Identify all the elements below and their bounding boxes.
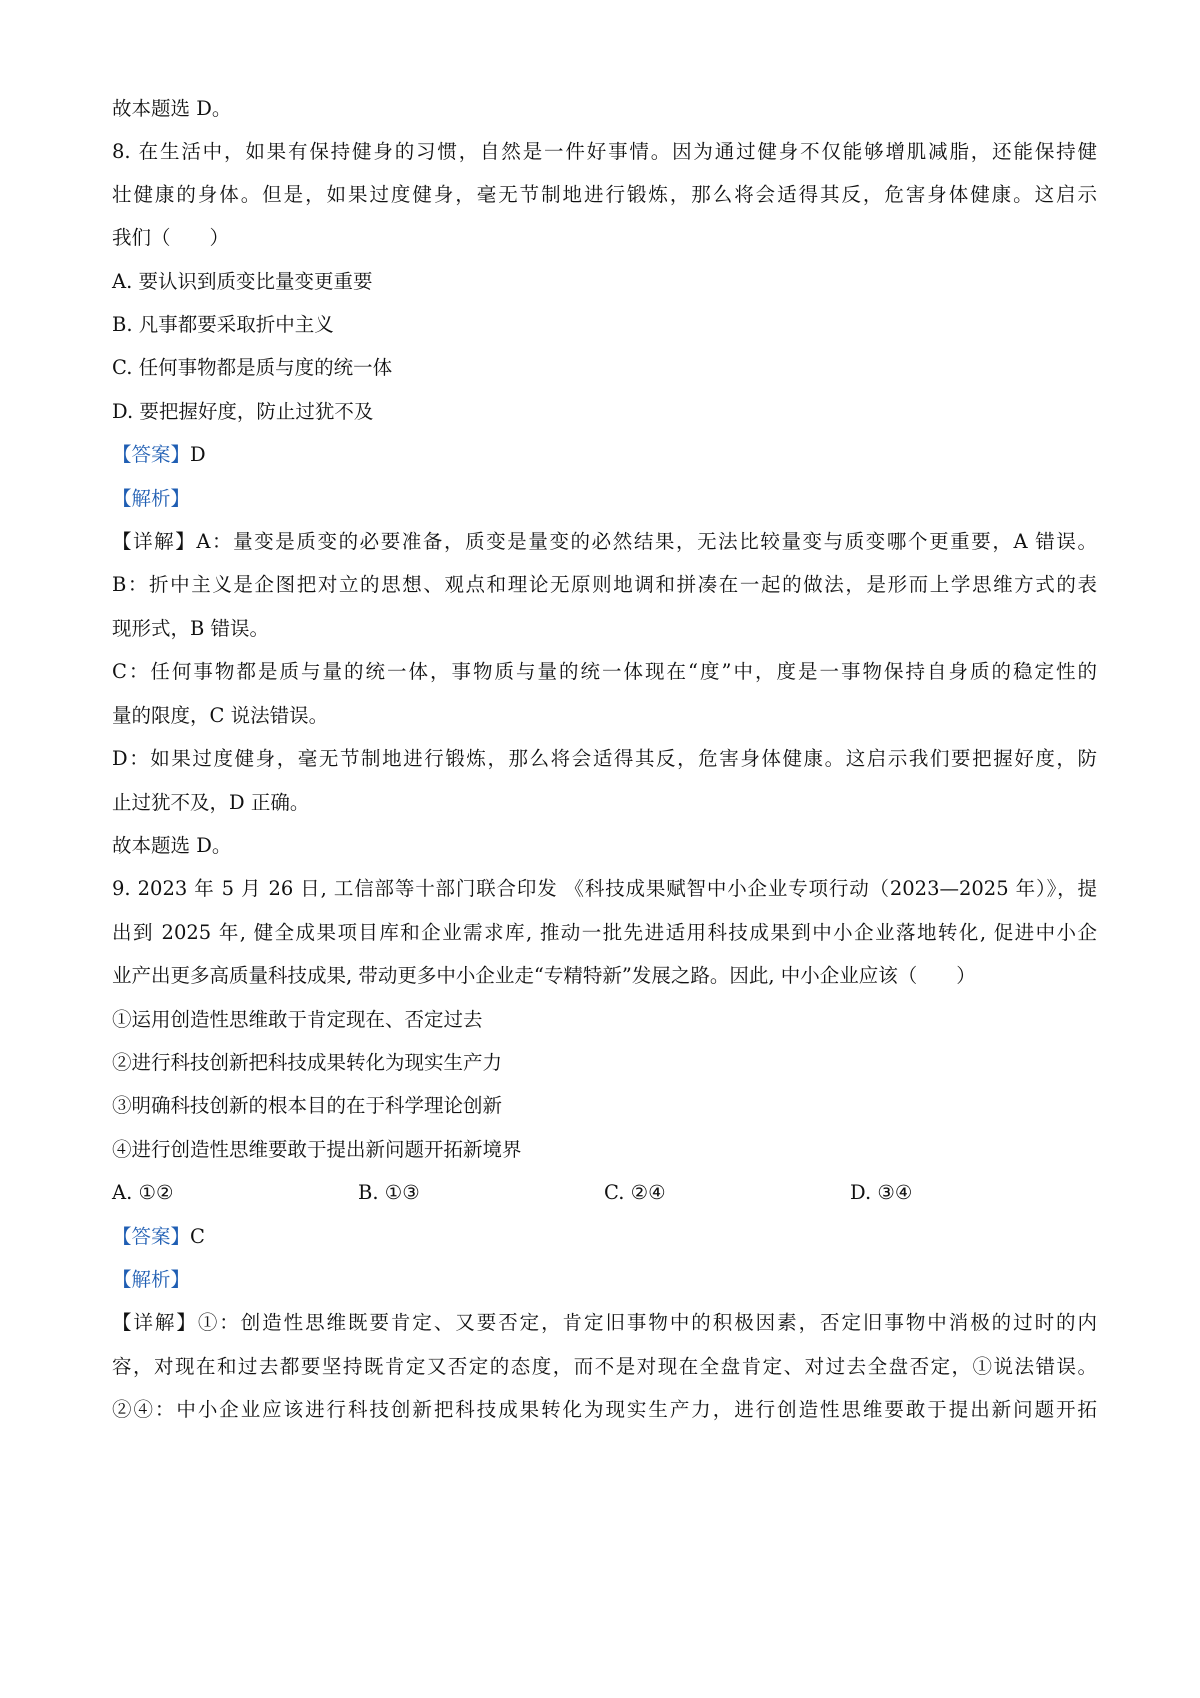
q9-statement-2: ②进行科技创新把科技成果转化为现实生产力 <box>112 1051 503 1074</box>
q8-option-a: A. 要认识到质变比量变更重要 <box>112 270 373 293</box>
q9-statement-3: ③明确科技创新的根本目的在于科学理论创新 <box>112 1094 503 1117</box>
q8-answer <box>112 441 206 469</box>
q8-detail-line-3: 现形式，B 错误。 <box>112 617 270 640</box>
q9-choice-b: B. ①③ <box>358 1181 420 1204</box>
q9-detail-line-3: ②④：中小企业应该进行科技创新把科技成果转化为现实生产力，进行创造性思维要敢于提出新问题开拓 <box>112 1398 1097 1421</box>
q8-detail-line-2: B：折中主义是企图把对立的思想、观点和理论无原则地调和拼凑在一起的做法，是形而上学思维方式的表 <box>112 573 1097 596</box>
q8-option-b: B. 凡事都要采取折中主义 <box>112 313 334 336</box>
q8-detail-line-6: D：如果过度健身，毫无节制地进行锻炼，那么将会适得其反，危害身体健康。这启示我们要把握好度，防 <box>112 747 1097 770</box>
q9-answer-tag: 【答案】 <box>112 1225 191 1248</box>
q9-statement-1: ①运用创造性思维敢于肯定现在、否定过去 <box>112 1008 483 1031</box>
q9-statement-4: ④进行创造性思维要敢于提出新问题开拓新境界 <box>112 1138 522 1161</box>
prev-conclusion: 故本题选 D。 <box>112 97 232 120</box>
q9-stem-line-2: 出到 2025 年, 健全成果项目库和企业需求库, 推动一批先进适用科技成果到中小企业落地转化, 促进中小企 <box>112 921 1097 944</box>
q9-stem-line-3: 业产出更多高质量科技成果, 带动更多中小企业走“专精特新”发展之路。因此, 中小企业应该（ ） <box>112 964 976 987</box>
q8-detail-line-1: 【详解】A：量变是质变的必要准备，质变是量变的必然结果，无法比较量变与质变哪个更重要，A 错误。 <box>112 530 1097 553</box>
q8-detail-line-7: 止过犹不及，D 正确。 <box>112 791 310 814</box>
q9-detail-line-1: 【详解】①：创造性思维既要肯定、又要否定，肯定旧事物中的积极因素，否定旧事物中消极的过时的内 <box>112 1311 1097 1334</box>
q8-option-d: D. 要把握好度，防止过犹不及 <box>112 400 374 423</box>
q9-answer <box>112 1223 205 1251</box>
q8-detail-line-4: C：任何事物都是质与量的统一体，事物质与量的统一体现在“度”中，度是一事物保持自身质的稳定性的 <box>112 660 1097 683</box>
q9-choice-c: C. ②④ <box>604 1181 666 1204</box>
q8-analysis-tag: 【解析】 <box>112 487 191 510</box>
q9-analysis-tag: 【解析】 <box>112 1268 191 1291</box>
q8-answer-value: D <box>190 443 206 466</box>
q8-stem-line-1: 8. 在生活中，如果有保持健身的习惯，自然是一件好事情。因为通过健身不仅能够增肌减脂，还能保持健 <box>112 140 1097 163</box>
q9-answer-value: C <box>190 1225 205 1248</box>
q9-choice-d: D. ③④ <box>850 1181 913 1204</box>
q8-conclusion: 故本题选 D。 <box>112 834 232 857</box>
q9-choice-a: A. ①② <box>112 1181 174 1204</box>
q8-option-c: C. 任何事物都是质与度的统一体 <box>112 356 393 379</box>
q9-detail-line-2: 容，对现在和过去都要坚持既肯定又否定的态度，而不是对现在全盘肯定、对过去全盘否定，①说法错误。 <box>112 1355 1097 1378</box>
q9-stem-line-1: 9. 2023 年 5 月 26 日, 工信部等十部门联合印发 《科技成果赋智中小企业专项行动（2023—2025 年）》，提 <box>112 877 1097 900</box>
q8-detail-line-5: 量的限度，C 说法错误。 <box>112 704 329 727</box>
q8-stem-line-2: 壮健康的身体。但是，如果过度健身，毫无节制地进行锻炼，那么将会适得其反，危害身体健康。这启示 <box>112 183 1097 206</box>
q8-stem-line-3: 我们（ ） <box>112 226 230 249</box>
q8-answer-tag: 【答案】 <box>112 443 191 466</box>
